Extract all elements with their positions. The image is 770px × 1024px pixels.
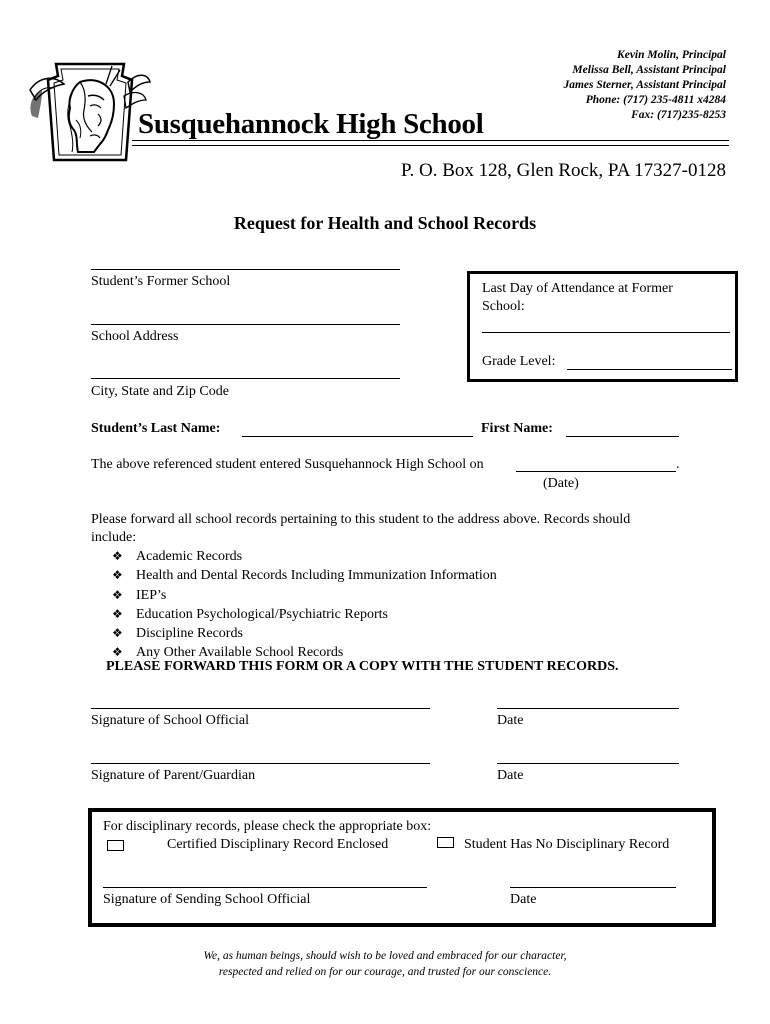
former-school-field[interactable] [91, 269, 400, 270]
phone-line: Phone: (717) 235-4811 x4284 [585, 94, 726, 106]
forward-text-cont: include: [91, 530, 137, 545]
official-signature-label: Signature of School Official [91, 713, 249, 728]
staff-info [563, 48, 726, 123]
diamond-bullet-icon: ❖ [112, 587, 123, 602]
former-school-label: Student’s Former School [91, 274, 231, 289]
grade-level-field[interactable] [567, 369, 732, 370]
date-caption: (Date) [543, 476, 579, 491]
official-signature-field[interactable] [91, 708, 430, 709]
forward-text: Please forward all school records pertaining to this student to the address above. Records should [91, 512, 631, 527]
footer-quote-line: We, as human beings, should wish to be loved and embraced for our character, [203, 950, 567, 962]
list-item: ❖ Academic Records [112, 549, 243, 564]
header-rule [132, 140, 729, 141]
list-item: ❖ Discipline Records [112, 626, 243, 642]
entered-text: The above referenced student entered Susquehannock High School on [91, 457, 484, 472]
footer-quote-line: respected and relied on for our courage, and trusted for our conscience. [218, 966, 552, 978]
diamond-bullet-icon: ❖ [112, 549, 123, 563]
sending-signature-label: Signature of Sending School Official [103, 892, 311, 907]
last-name-field[interactable] [242, 436, 473, 437]
form-title: Request for Health and School Records [233, 213, 537, 233]
school-address-field[interactable] [91, 324, 400, 325]
entered-period: . [676, 457, 680, 472]
school-address: P. O. Box 128, Glen Rock, PA 17327-0128 [401, 160, 726, 181]
records-list [112, 547, 497, 663]
first-name-field[interactable] [566, 436, 679, 437]
official-date-field[interactable] [497, 708, 679, 709]
last-day-field[interactable] [482, 332, 730, 333]
diamond-bullet-icon: ❖ [112, 606, 123, 621]
diamond-bullet-icon: ❖ [112, 568, 123, 583]
parent-date-label: Date [497, 768, 524, 783]
official-date-label: Date [497, 713, 524, 728]
list-item: ❖ Any Other Available School Records [112, 645, 344, 661]
enclosed-label: Certified Disciplinary Record Enclosed [167, 837, 389, 852]
sending-date-label: Date [510, 892, 537, 907]
parent-signature-label: Signature of Parent/Guardian [91, 768, 256, 783]
list-item: ❖ Health and Dental Records Including Immunization Information [112, 568, 497, 584]
list-item: ❖ IEP’s [112, 587, 167, 603]
last-day-label: Last Day of Attendance at Former [482, 281, 673, 296]
assistant-principal-line: Melissa Bell, Assistant Principal [572, 64, 726, 76]
last-name-label: Student’s Last Name: [91, 421, 221, 436]
grade-level-label: Grade Level: [482, 354, 556, 369]
no-record-checkbox[interactable] [437, 837, 454, 848]
principal-line: Kevin Molin, Principal [617, 49, 726, 61]
sending-signature-field[interactable] [103, 887, 427, 888]
sending-date-field[interactable] [510, 887, 676, 888]
assistant-principal-line: James Sterner, Assistant Principal [563, 79, 726, 91]
diamond-bullet-icon: ❖ [112, 645, 123, 660]
school-logo [28, 60, 152, 164]
disciplinary-instruction: For disciplinary records, please check the appropriate box: [103, 819, 432, 834]
parent-date-field[interactable] [497, 763, 679, 764]
forward-notice: PLEASE FORWARD THIS FORM OR A COPY WITH THE STUDENT RECORDS. [106, 659, 619, 674]
diamond-bullet-icon: ❖ [112, 626, 123, 641]
fax-line: Fax: (717)235-8253 [631, 109, 726, 121]
school-address-label: School Address [91, 329, 179, 344]
enclosed-checkbox[interactable] [107, 840, 124, 851]
first-name-label: First Name: [481, 421, 553, 436]
parent-signature-field[interactable] [91, 763, 430, 764]
header-rule [132, 145, 729, 146]
no-record-label: Student Has No Disciplinary Record [464, 837, 670, 852]
footer-quote [0, 948, 770, 980]
entered-date-field[interactable] [516, 471, 676, 472]
list-item: ❖ Education Psychological/Psychiatric Reports [112, 606, 388, 622]
city-state-zip-field[interactable] [91, 378, 400, 379]
last-day-label-cont: School: [482, 299, 525, 314]
city-state-zip-label: City, State and Zip Code [91, 384, 229, 399]
school-name: Susquehannock High School [138, 108, 484, 140]
